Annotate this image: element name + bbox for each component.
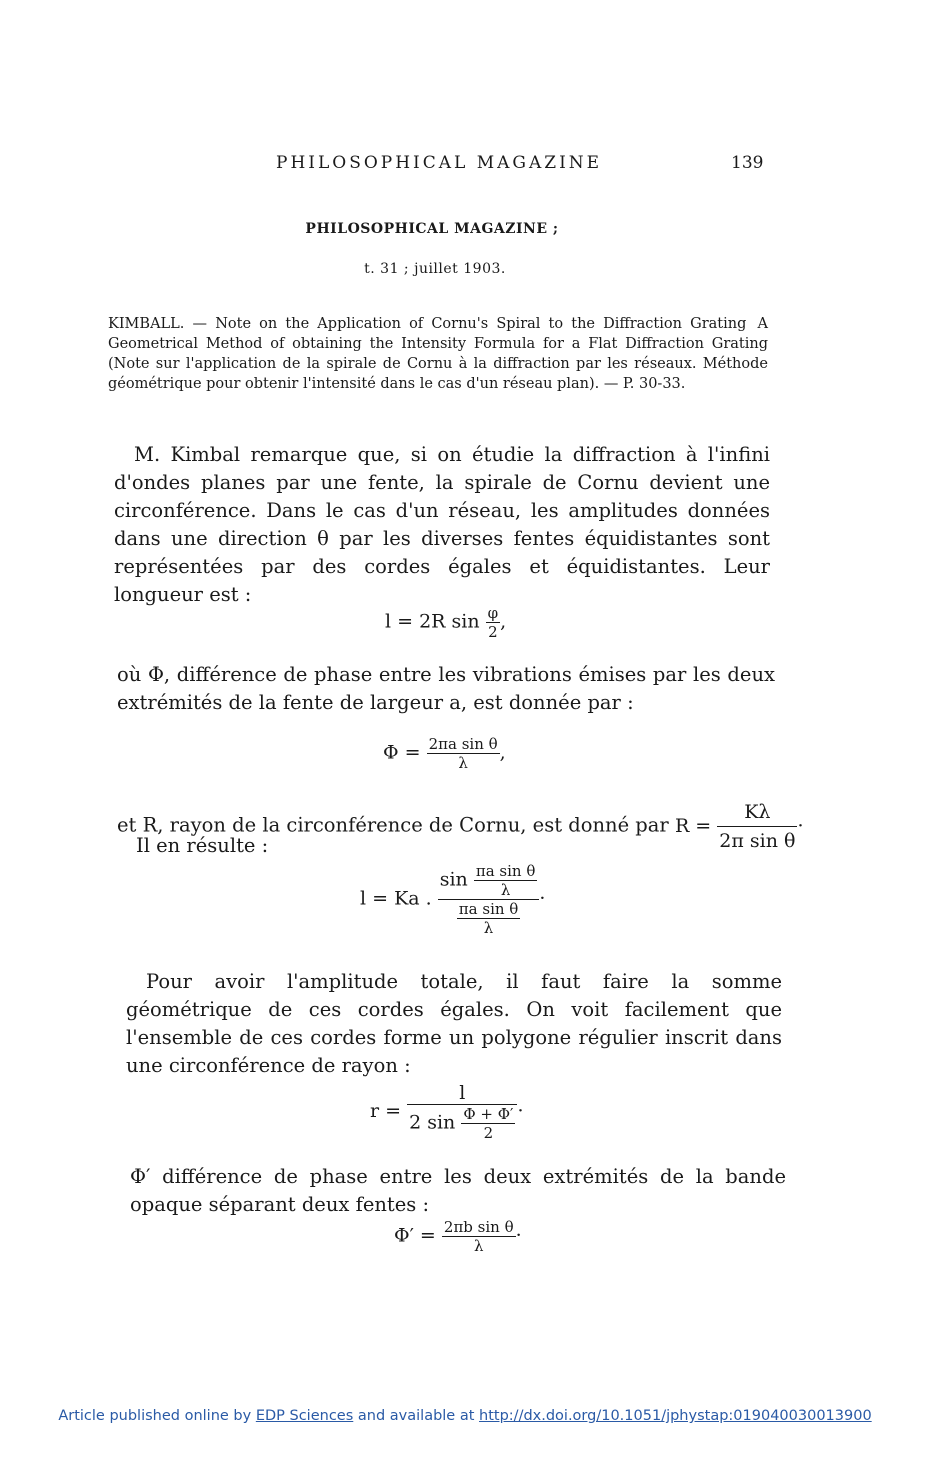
- numerator: l: [407, 1082, 517, 1105]
- numerator: [438, 862, 540, 900]
- equation-opaque-phase: [394, 1218, 522, 1255]
- article-reference-author-title: KIMBALL. — Note on the Application of Cornu's Spiral to the Diffraction Grating: [108, 316, 747, 332]
- equation-punctuation: ,: [499, 741, 506, 764]
- fraction: [407, 1082, 517, 1142]
- paragraph-intro: M. Kimbal remarque que, si on étudie la diffraction à l'infini d'ondes planes par une fente, la spirale de Cornu devient une circonférence. Dans le cas d'un réseau, les amplitudes données dans une direction θ par les diverses fentes équidistantes sont représentées par des cordes égales et équidistantes. Leur longueur est :: [114, 443, 770, 606]
- equation-polygon-radius: [370, 1082, 524, 1142]
- equation-lhs: r =: [370, 1100, 402, 1122]
- fraction: [717, 798, 797, 855]
- publisher-link[interactable]: EDP Sciences: [255, 1408, 354, 1424]
- paragraph-phase: où Φ, différence de phase entre les vibrations émises par les deux extrémités de la fente de largeur a, est donnée par :: [117, 663, 775, 714]
- equation-punctuation: ·: [797, 814, 804, 837]
- inner-fraction: [457, 900, 521, 937]
- footer-prefix: Article published online by: [58, 1408, 252, 1424]
- equation-punctuation: ·: [515, 1224, 522, 1247]
- numerator: 2πa sin θ: [428, 735, 498, 753]
- fraction: [438, 862, 540, 937]
- sin-label: 2 sin: [409, 1111, 456, 1134]
- denominator: [438, 900, 540, 937]
- equation-punctuation: ,: [500, 610, 507, 633]
- paragraph-opaque-band: Φ′ différence de phase entre les deux extrémités de la bande opaque séparant deux fentes :: [130, 1165, 786, 1216]
- inner-denominator: 2: [483, 1124, 494, 1142]
- equation-lhs: R =: [674, 814, 712, 837]
- paragraph-radius-text: et R, rayon de la circonférence de Cornu, est donné par: [117, 813, 669, 837]
- article-reference: [108, 314, 768, 394]
- fraction: [427, 735, 500, 772]
- equation-lhs: l = Ka .: [360, 887, 432, 910]
- equation-punctuation: ·: [539, 887, 546, 910]
- paragraph-total-amplitude: Pour avoir l'amplitude totale, il faut faire la somme géométrique de ces cordes égales. On voit facilement que l'ensemble de ces cordes forme un polygone régulier inscrit dans une circonférence de rayon :: [126, 970, 782, 1077]
- inner-numerator: Φ + Φ′: [463, 1105, 514, 1123]
- equation-lhs: Φ =: [383, 741, 421, 764]
- fraction: [442, 1218, 516, 1255]
- numerator: φ: [487, 604, 499, 622]
- equation-amplitude: [360, 862, 545, 937]
- denominator: [407, 1105, 517, 1142]
- sin-label: sin: [439, 868, 468, 891]
- inner-fraction: [474, 862, 538, 899]
- inner-fraction: [461, 1105, 515, 1142]
- equation-phase: [383, 735, 506, 772]
- doi-link[interactable]: http://dx.doi.org/10.1051/jphystap:019040030013900: [479, 1408, 872, 1424]
- page-number: 139: [731, 153, 764, 173]
- denominator: λ: [474, 1237, 484, 1255]
- numerator: 2πb sin θ: [443, 1218, 514, 1236]
- denominator: 2π sin θ: [719, 830, 796, 852]
- fraction: [486, 604, 501, 641]
- denominator: λ: [458, 754, 468, 772]
- denominator: 2: [488, 623, 498, 641]
- inner-numerator: πa sin θ: [475, 862, 536, 880]
- equation-lhs: l = 2R sin: [385, 610, 480, 633]
- running-title: PHILOSOPHICAL MAGAZINE: [276, 153, 603, 173]
- equation-lhs: Φ′ =: [394, 1224, 436, 1247]
- footer-middle: and available at: [357, 1408, 475, 1424]
- publication-footer: [0, 1408, 930, 1424]
- inner-numerator: πa sin θ: [458, 900, 519, 918]
- equation-chord-length: [385, 604, 506, 641]
- inner-denominator: λ: [500, 881, 511, 899]
- journal-issue: t. 31 ; juillet 1903.: [364, 261, 506, 277]
- inner-denominator: λ: [483, 919, 494, 937]
- numerator: Kλ: [717, 798, 797, 827]
- journal-title: PHILOSOPHICAL MAGAZINE ;: [305, 221, 559, 237]
- equation-punctuation: ·: [517, 1100, 524, 1122]
- article-reference-details: A Geometrical Method of obtaining the Intensity Formula for a Flat Diffraction Grating (Note sur l'application de la spirale de Cornu à la diffraction par les réseaux. Méthode géométrique pour obtenir l'intensité dans le cas d'un réseau plan). — P. 30-33.: [108, 316, 768, 392]
- paragraph-result: Il en résulte :: [136, 834, 269, 857]
